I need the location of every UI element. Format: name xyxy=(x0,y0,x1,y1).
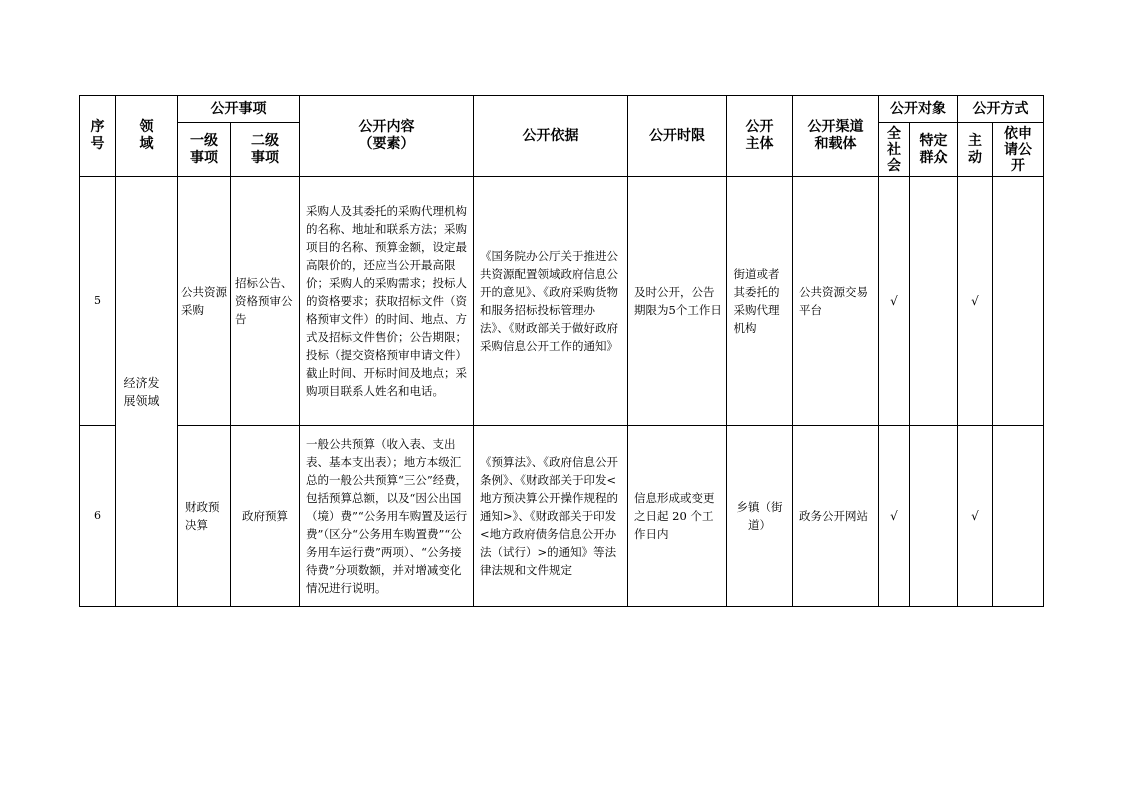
header-item: 公开事项 xyxy=(178,96,300,123)
domain-cell: 经济发展领域 xyxy=(116,177,178,607)
row-level1: 公共资源采购 xyxy=(178,177,231,426)
row-level2: 政府预算 xyxy=(231,426,300,607)
row-time-limit: 信息形成或变更之日起 20 个工作日内 xyxy=(628,426,727,607)
row-level2: 招标公告、资格预审公告 xyxy=(231,177,300,426)
header-method: 公开方式 xyxy=(958,96,1044,123)
row-subject: 乡镇（街道） xyxy=(727,426,793,607)
row-on-request xyxy=(993,426,1044,607)
table-row xyxy=(80,426,1044,607)
header-subject: 公开主体 xyxy=(727,96,793,177)
row-all-society: √ xyxy=(879,177,910,426)
row-active: √ xyxy=(958,177,993,426)
header-audience: 公开对象 xyxy=(879,96,958,123)
row-basis: 《预算法》、《政府信息公开条例》、《财政部关于印发<地方预决算公开操作规程的通知>》、《财政部关于印发<地方政府债务信息公开办法（试行）>的通知》等法律法规和文件规定 xyxy=(474,426,628,607)
row-subject: 街道或者其委托的采购代理机构 xyxy=(727,177,793,426)
header-content: 公开内容（要素） xyxy=(300,96,474,177)
header-specific-group: 特定群众 xyxy=(910,123,958,177)
header-level1: 一级事项 xyxy=(178,123,231,177)
row-active: √ xyxy=(958,426,993,607)
header-channel: 公开渠道和载体 xyxy=(793,96,879,177)
row-content: 一般公共预算（收入表、支出表、基本支出表）；地方本级汇总的一般公共预算“三公”经费，包括预算总额，以及“因公出国（境）费”“公务用车购置及运行费”（区分“公务用车购置费”“公务用车运行费”两项）、“公务接待费”分项数额，并对增减变化情况进行说明。 xyxy=(300,426,474,607)
row-time-limit: 及时公开，公告期限为5个工作日 xyxy=(628,177,727,426)
row-on-request xyxy=(993,177,1044,426)
header-level2: 二级事项 xyxy=(231,123,300,177)
row-specific-group xyxy=(910,177,958,426)
row-channel: 政务公开网站 xyxy=(793,426,879,607)
header-on-request: 依申请公开 xyxy=(993,123,1044,177)
row-seq: 6 xyxy=(80,426,116,607)
header-active: 主动 xyxy=(958,123,993,177)
header-time-limit: 公开时限 xyxy=(628,96,727,177)
header-domain: 领域 xyxy=(116,96,178,177)
row-seq: 5 xyxy=(80,177,116,426)
row-basis: 《国务院办公厅关于推进公共资源配置领域政府信息公开的意见》、《政府采购货物和服务招标投标管理办法》、《财政部关于做好政府采购信息公开工作的通知》 xyxy=(474,177,628,426)
header-all-society: 全社会 xyxy=(879,123,910,177)
row-channel: 公共资源交易平台 xyxy=(793,177,879,426)
header-seq: 序号 xyxy=(80,96,116,177)
header-basis: 公开依据 xyxy=(474,96,628,177)
disclosure-table xyxy=(79,95,1044,607)
row-content: 采购人及其委托的采购代理机构的名称、地址和联系方法；采购项目的名称、预算金额，设定最高限价的，还应当公开最高限价；采购人的采购需求；投标人的资格要求；获取招标文件（资格预审文件）的时间、地点、方式及招标文件售价；公告期限；投标（提交资格预审申请文件）截止时间、开标时间及地点；采购项目联系人姓名和电话。 xyxy=(300,177,474,426)
row-all-society: √ xyxy=(879,426,910,607)
table-row xyxy=(80,177,1044,426)
row-specific-group xyxy=(910,426,958,607)
row-level1: 财政预决算 xyxy=(178,426,231,607)
